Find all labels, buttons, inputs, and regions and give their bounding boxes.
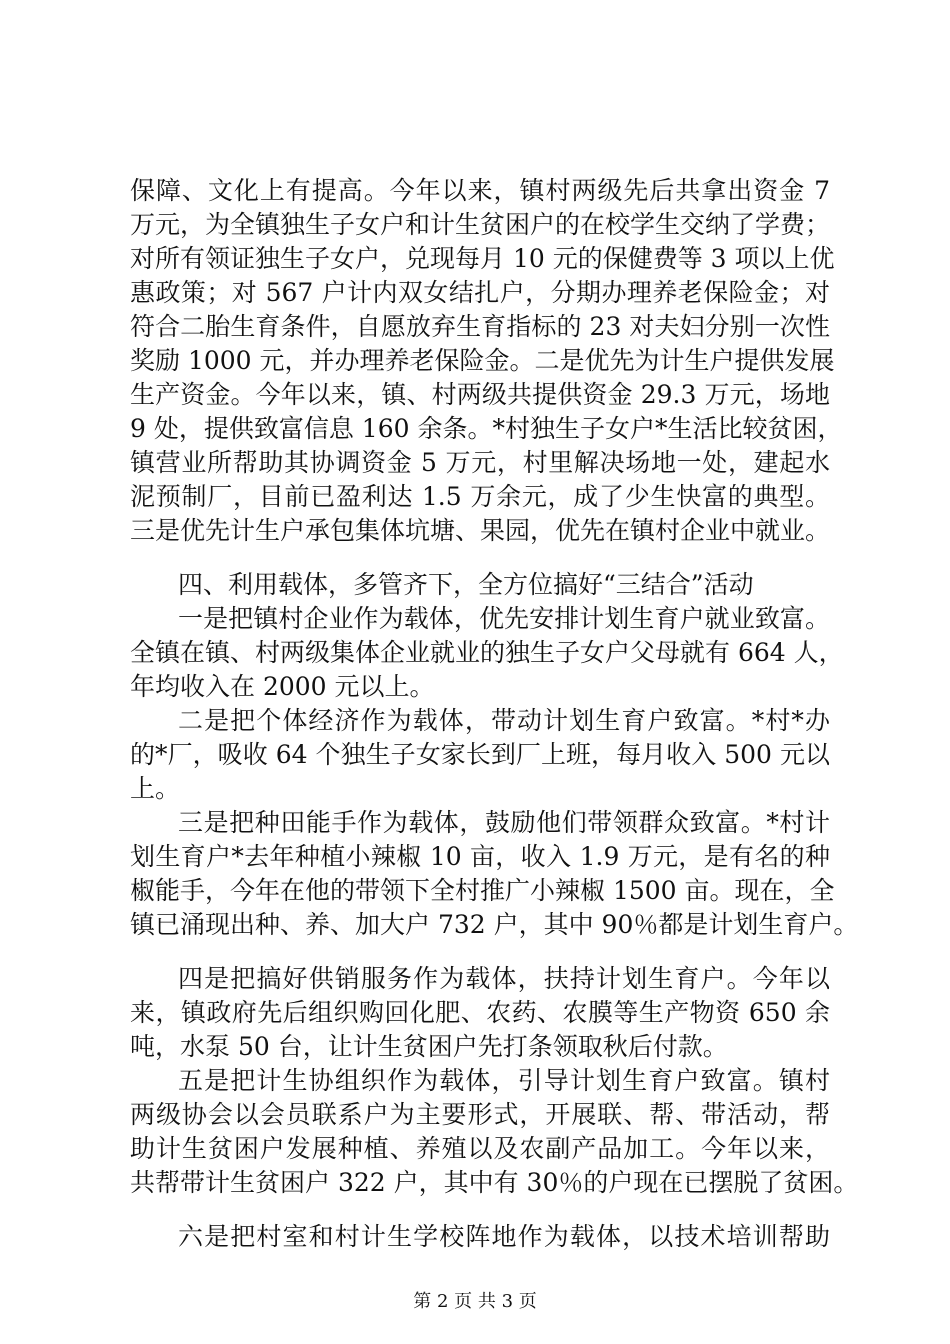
text-line: 二是把个体经济作为载体，带动计划生育户致富。*村*办 — [178, 706, 830, 735]
text-line: 奖励 1000 元，并办理养老保险金。二是优先为计生户提供发展 — [130, 346, 835, 375]
text-line: 来，镇政府先后组织购回化肥、农药、农膜等生产物资 650 余 — [130, 998, 830, 1027]
text-line: 两级协会以会员联系户为主要形式，开展联、帮、带活动，帮 — [130, 1100, 830, 1129]
text-line: 符合二胎生育条件，自愿放弃生育指标的 23 对夫妇分别一次性 — [130, 312, 830, 341]
text-line: 吨，水泵 50 台，让计生贫困户先打条领取秋后付款。 — [130, 1032, 728, 1061]
text-line: 9 处，提供致富信息 160 余条。*村独生子女户*生活比较贫困， — [130, 414, 843, 443]
text-line: 惠政策；对 567 户计内双女结扎户，分期办理养老保险金；对 — [130, 278, 830, 307]
text-line: 三是优先计生户承包集体坑塘、果园，优先在镇村企业中就业。 — [130, 516, 831, 545]
text-line: 泥预制厂，目前已盈利达 1.5 万余元，成了少生快富的典型。 — [130, 482, 830, 511]
text-line: 共帮带计生贫困户 322 户，其中有 30％的户现在已摆脱了贫困。 — [130, 1168, 859, 1197]
text-line: 万元，为全镇独生子女户和计生贫困户的在校学生交纳了学费； — [130, 210, 831, 239]
text-line: 生产资金。今年以来，镇、村两级共提供资金 29.3 万元，场地 — [130, 380, 830, 409]
text-line: 五是把计生协组织作为载体，引导计划生育户致富。镇村 — [178, 1066, 830, 1095]
text-line: 划生育户*去年种植小辣椒 10 亩，收入 1.9 万元，是有名的种 — [130, 842, 830, 871]
text-line: 六是把村室和村计生学校阵地作为载体，以技术培训帮助 — [178, 1222, 830, 1251]
text-line: 的*厂，吸收 64 个独生子女家长到厂上班，每月收入 500 元以 — [130, 740, 830, 769]
text-line: 保障、文化上有提高。今年以来，镇村两级先后共拿出资金 7 — [130, 176, 830, 205]
text-line: 四是把搞好供销服务作为载体，扶持计划生育户。今年以 — [178, 964, 830, 993]
text-line: 对所有领证独生子女户，兑现每月 10 元的保健费等 3 项以上优 — [130, 244, 835, 273]
text-line: 助计生贫困户发展种植、养殖以及农副产品加工。今年以来， — [130, 1134, 830, 1163]
page-number: 第 2 页 共 3 页 — [413, 1291, 537, 1312]
section-heading: 四、利用载体，多管齐下，全方位搞好“三结合”活动 — [178, 570, 754, 599]
text-line: 一是把镇村企业作为载体，优先安排计划生育户就业致富。 — [178, 604, 830, 633]
text-line: 椒能手，今年在他的带领下全村推广小辣椒 1500 亩。现在，全 — [130, 876, 835, 905]
text-line: 镇营业所帮助其协调资金 5 万元，村里解决场地一处，建起水 — [130, 448, 830, 477]
text-line: 年均收入在 2000 元以上。 — [130, 672, 435, 701]
text-line: 上。 — [130, 774, 181, 803]
text-line: 全镇在镇、村两级集体企业就业的独生子女户父母就有 664 人， — [130, 638, 844, 667]
text-line: 镇已涌现出种、养、加大户 732 户，其中 90％都是计划生育户。 — [130, 910, 859, 939]
text-line: 三是把种田能手作为载体，鼓励他们带领群众致富。*村计 — [178, 808, 830, 837]
